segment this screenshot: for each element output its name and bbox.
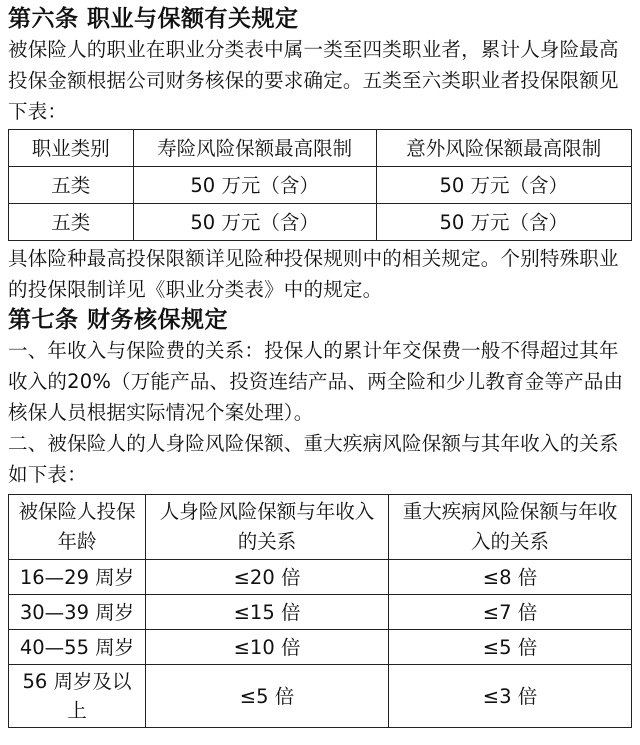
table-row: [9, 167, 632, 204]
table-cell: 50 万元（含）: [376, 204, 631, 241]
section7-para2: 二、被保险人的人身险风险保额、重大疾病风险保额与其年收入的关系如下表：: [8, 432, 619, 486]
table-row: [9, 630, 632, 665]
table-cell: ≤5 倍: [389, 630, 632, 665]
table-header-row: [9, 495, 632, 560]
table-row: [9, 665, 632, 728]
section7-para1: 一、年收入与保险费的关系：投保人的累计年交保费一般不得超过其年收入的20%（万能产品、投资连结产品、两全险和少儿教育金等产品由核保人员根据实际情况个案处理）。: [8, 339, 624, 424]
table-cell: 16—29 周岁: [9, 560, 146, 595]
table-cell: ≤7 倍: [389, 595, 632, 630]
col-header-life-limit: 寿险风险保额最高限制: [133, 130, 376, 167]
table-cell: ≤8 倍: [389, 560, 632, 595]
table-row: [9, 560, 632, 595]
table-cell: 30—39 周岁: [9, 595, 146, 630]
col-header-age: 被保险人投保年龄: [9, 495, 146, 560]
table-cell: ≤10 倍: [146, 630, 389, 665]
section6-title: 第六条 职业与保额有关规定: [8, 6, 299, 32]
table-cell: ≤20 倍: [146, 560, 389, 595]
section6-para1: 被保险人的职业在职业分类表中属一类至四类职业者，累计人身险最高投保金额根据公司财务核保的要求确定。五类至六类职业者投保限额见下表：: [8, 38, 619, 123]
table-cell: 40—55 周岁: [9, 630, 146, 665]
table-cell: ≤15 倍: [146, 595, 389, 630]
income-ratio-table: [8, 494, 632, 728]
col-header-life-ratio: 人身险风险保额与年收入的关系: [146, 495, 389, 560]
table-cell: ≤5 倍: [146, 665, 389, 728]
section7-title: 第七条 财务核保规定: [8, 307, 229, 333]
section6-para2: 具体险种最高投保限额详见险种投保规则中的相关规定。个别特殊职业的投保限制详见《职业分类表》中的规定。: [8, 247, 619, 301]
col-header-occupation: 职业类别: [9, 130, 134, 167]
table-cell: 56 周岁及以上: [9, 665, 146, 728]
table-cell: 五类: [9, 167, 134, 204]
table-header-row: [9, 130, 632, 167]
occupation-limit-table: [8, 129, 632, 241]
table-row: [9, 595, 632, 630]
table-cell: 50 万元（含）: [376, 167, 631, 204]
table-cell: 五类: [9, 204, 134, 241]
table-cell: 50 万元（含）: [133, 204, 376, 241]
col-header-illness-ratio: 重大疾病风险保额与年收入的关系: [389, 495, 632, 560]
table-cell: ≤3 倍: [389, 665, 632, 728]
col-header-accident-limit: 意外风险保额最高限制: [376, 130, 631, 167]
table-row: [9, 204, 632, 241]
table-cell: 50 万元（含）: [133, 167, 376, 204]
